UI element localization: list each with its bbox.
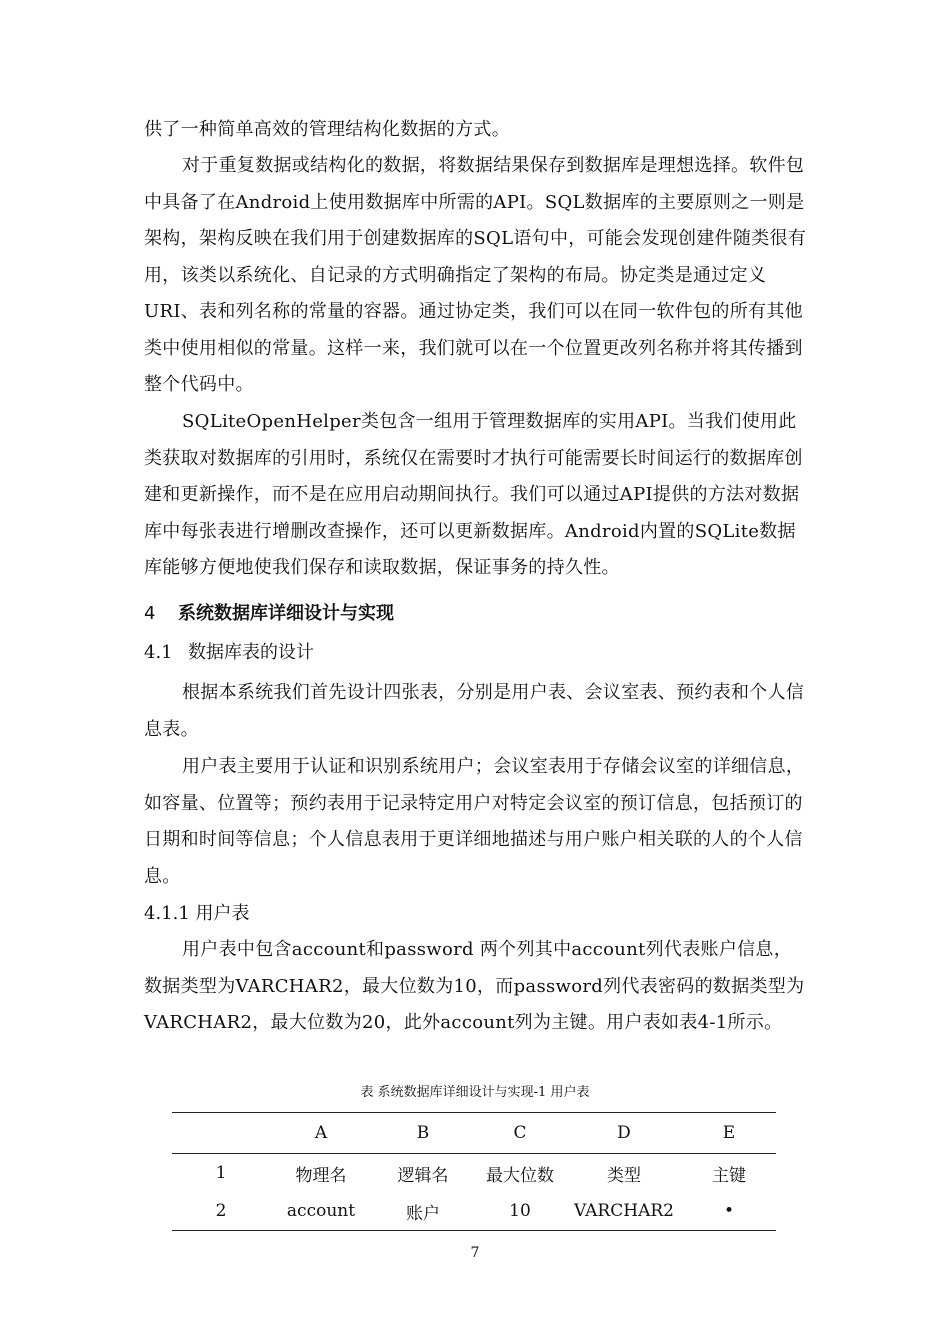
table-cell: 物理名 bbox=[295, 1165, 347, 1186]
paragraph: 用户表主要用于认证和识别系统用户；会议室表用于存储会议室的详细信息，如容量、位置等；预约表用于记录特定用户对特定会议室的预订信息，包括预订的日期和时间等信息；个人信息表用于更详细地描述与用户账户相关联的人的个人信息。 bbox=[144, 756, 805, 887]
table-header-cell: D bbox=[566, 1113, 682, 1154]
table-row bbox=[172, 1154, 776, 1193]
table-cell: 10 bbox=[474, 1192, 566, 1231]
table-cell: 最大位数 bbox=[486, 1165, 554, 1186]
table-row bbox=[172, 1192, 776, 1231]
paragraph: 根据本系统我们首先设计四张表，分别是用户表、会议室表、预约表和个人信息表。 bbox=[144, 682, 805, 740]
subsection-number: 4.1 bbox=[144, 642, 173, 663]
subsection-title: 数据库表的设计 bbox=[188, 642, 314, 663]
table-cell: account bbox=[270, 1192, 372, 1231]
table-cell: VARCHAR2 bbox=[566, 1192, 682, 1231]
section-title: 系统数据库详细设计与实现 bbox=[178, 603, 394, 624]
paragraph: 对于重复数据或结构化的数据，将数据结果保存到数据库是理想选择。软件包中具备了在Android上使用数据库中所需的API。SQL数据库的主要原则之一则是架构，架构反映在我们用于创建数据库的SQL语句中，可能会发现创建件随类很有用，该类以系统化、自记录的方式明确指定了架构的布局。协定类是通过定义URI、表和列名称的常量的容器。通过协定类，我们可以在同一软件包的所有其他类中使用相似的常量。这样一来，我们就可以在一个位置更改列名称并将其传播到整个代码中。 bbox=[144, 155, 807, 395]
table-header-cell bbox=[172, 1113, 270, 1154]
table-header-cell: B bbox=[372, 1113, 474, 1154]
table-cell: 2 bbox=[172, 1192, 270, 1231]
table-caption: 表 系统数据库详细设计与实现-1 用户表 bbox=[360, 1085, 590, 1100]
table-header-cell: E bbox=[682, 1113, 776, 1154]
subsection-heading bbox=[144, 640, 314, 666]
table-cell: • bbox=[682, 1192, 776, 1231]
table-cell: 类型 bbox=[607, 1165, 641, 1186]
subsubsection-heading: 4.1.1 用户表 bbox=[144, 903, 250, 924]
user-table bbox=[172, 1112, 776, 1231]
table-cell: 逻辑名 bbox=[397, 1165, 449, 1186]
table-cell: 1 bbox=[215, 1163, 227, 1183]
paragraph: 供了一种简单高效的管理结构化数据的方式。 bbox=[144, 119, 510, 140]
section-number: 4 bbox=[144, 603, 156, 624]
paragraph: 用户表中包含account和password 两个列其中account列代表账户信息，数据类型为VARCHAR2，最大位数为10，而password列代表密码的数据类型为VARCHAR2，最大位数为20，此外account列为主键。用户表如表4-1所示。 bbox=[144, 939, 805, 1033]
section-heading bbox=[144, 601, 394, 627]
paragraph: SQLiteOpenHelper类包含一组用于管理数据库的实用API。当我们使用此类获取对数据库的引用时，系统仅在需要时才执行可能需要长时间运行的数据库创建和更新操作，而不是在应用启动期间执行。我们可以通过API提供的方法对数据库中每张表进行增删改查操作，还可以更新数据库。Android内置的SQLite数据库能够方便地使我们保存和读取数据，保证事务的持久性。 bbox=[144, 411, 803, 578]
table-cell: 账户 bbox=[372, 1192, 474, 1231]
table-cell: 主键 bbox=[712, 1165, 746, 1186]
table-header-cell: A bbox=[270, 1113, 372, 1154]
table-header-cell: C bbox=[474, 1113, 566, 1154]
table-header-row bbox=[172, 1113, 776, 1154]
page-number: 7 bbox=[470, 1245, 480, 1261]
